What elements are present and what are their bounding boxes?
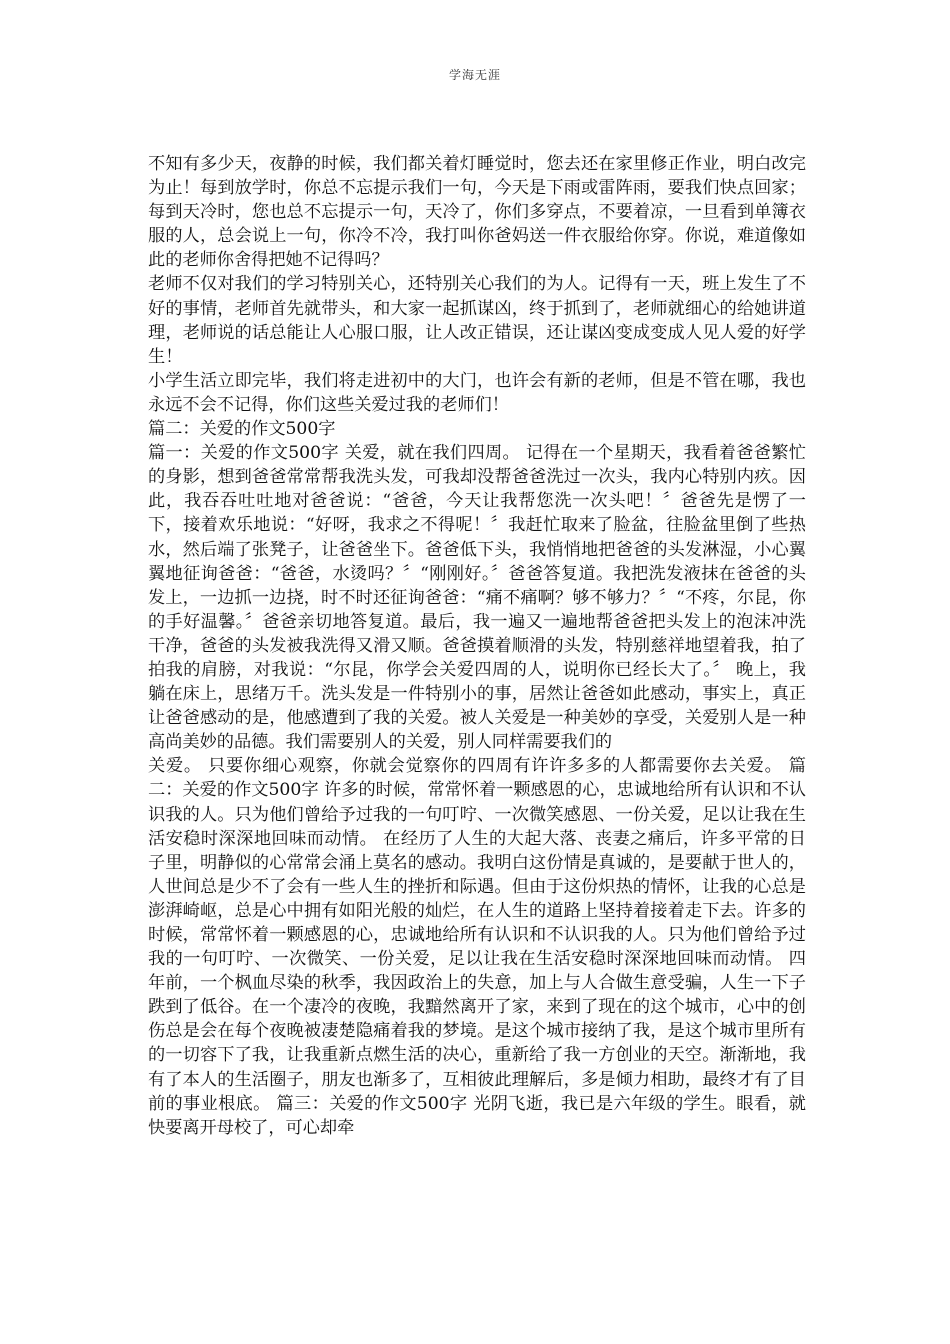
paragraph: 小学生活立即完毕，我们将走进初中的大门，也许会有新的老师，但是不管在哪，我也永远不会不记得，你们这些关爱过我的老师们！ xyxy=(148,370,806,415)
document-body xyxy=(148,152,806,1140)
paragraph: 篇一：关爱的作文500字 关爱，就在我们四周。 记得在一个星期天，我看着爸爸繁忙的身影，想到爸爸常常帮我洗头发，可我却没帮爸爸洗过一次头，我内心特别内疚。因此，我吞吞吐吐地对爸爸说：“爸爸，今天让我帮您洗一次头吧！〞爸爸先是愣了一下，接着欢乐地说：“好呀，我求之不得呢！〞我赶忙取来了脸盆，往脸盆里倒了些热水，然后端了张凳子，让爸爸坐下。爸爸低下头，我悄悄地把爸爸的头发淋湿，小心翼翼地征询爸爸：“爸爸，水烫吗？〞“刚刚好。〞爸爸答复道。我把洗发液抹在爸爸的头发上，一边抓一边挠，时不时还征询爸爸：“痛不痛啊？够不够力？〞“不疼，尔昆，你的手好温馨。〞爸爸亲切地答复道。最后，我一遍又一遍地帮爸爸把头发上的泡沫冲洗干净，爸爸的头发被我洗得又滑又顺。爸爸摸着顺滑的头发，特别慈祥地望着我，拍了拍我的肩膀，对我说：“尔昆，你学会关爱四周的人，说明你已经长大了。〞 晚上，我躺在床上，思绪万千。洗头发是一件特别小的事，居然让爸爸如此感动，事实上，真正让爸爸感动的是，他感遭到了我的关爱。被人关爱是一种美妙的享受，关爱别人是一种高尚美妙的品德。我们需要别人的关爱，别人同样需要我们的 xyxy=(148,443,806,753)
paragraph: 不知有多少天，夜静的时候，我们都关着灯睡觉时，您去还在家里修正作业，明白改完为止！每到放学时，你总不忘提示我们一句，今天是下雨或雷阵雨，要我们快点回家；每到天冷时，您也总不忘提示一句，天冷了，你们多穿点，不要着凉，一旦看到单簿衣服的人，总会说上一句，你冷不冷，我打叫你爸妈送一件衣服给你穿。你说，难道像如此的老师你舍得把她不记得吗？ xyxy=(148,154,806,271)
page-header: 学海无涯 xyxy=(448,68,501,82)
paragraph: 关爱。 只要你细心观察，你就会觉察你的四周有许许多多的人都需要你去关爱。 篇二：关爱的作文500字 许多的时候，常常怀着一颗感恩的心，忠诚地给所有认识和不认识我的人。只为他们曾给予过我的一句叮咛、一次微笑感恩、一份关爱，足以让我在生活安稳时深深地回味而动情。 在经历了人生的大起大落、丧妻之痛后，许多平常的日子里，明静似的心常常会涌上莫名的感动。我明白这份情是真诚的，是要献于世人的，人世间总是少不了会有一些人生的挫折和际遇。但由于这份炽热的情怀，让我的心总是澎湃崎岖，总是心中拥有如阳光般的灿烂，在人生的道路上坚持着接着走下去。许多的时候，常常怀着一颗感恩的心，忠诚地给所有认识和不认识我的人。只为他们曾给予过我的一句叮咛、一次微笑、一份关爱，足以让我在生活安稳时深深地回味而动情。 四年前，一个枫血尽染的秋季，我因政治上的失意，加上与人合做生意受骗，人生一下子跌到了低谷。在一个凄冷的夜晚，我黯然离开了家，来到了现在的这个城市，心中的创伤总是会在每个夜晚被凄楚隐痛着我的梦境。是这个城市接纳了我，是这个城市里所有的一切容下了我，让我重新点燃生活的决心，重新给了我一方创业的天空。渐渐地，我有了本人的生活圈子，朋友也渐多了，互相彼此理解后，多是倾力相助，最终才有了目前的事业根底。 篇三：关爱的作文500字 光阴飞逝，我已是六年级的学生。眼看，就快要离开母校了，可心却牵 xyxy=(148,756,806,1138)
section-heading: 篇二：关爱的作文500字 xyxy=(148,419,336,440)
paragraph: 老师不仅对我们的学习特别关心，还特别关心我们的为人。记得有一天，班上发生了不好的事情，老师首先就带头，和大家一起抓谋凶，终于抓到了，老师就细心的给她讲道理，老师说的话总能让人心服口服，让人改正错误，还让谋凶变成变成人见人爱的好学生！ xyxy=(148,274,806,367)
